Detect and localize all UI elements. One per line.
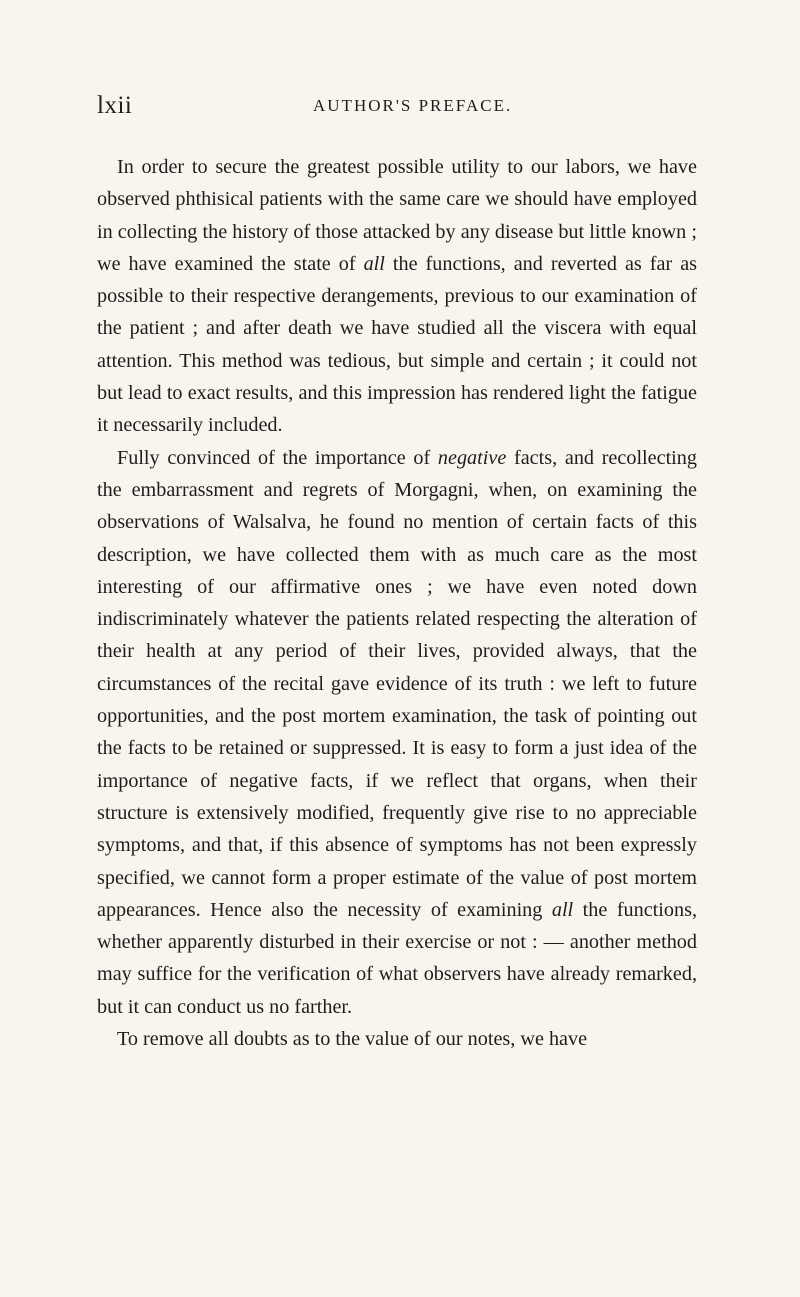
text-run: the functions, whether apparently disturbed in their exercise or not : — another method may suffice for the verification of what observers have already remarked, but it can conduct us no farther.: [97, 898, 697, 1018]
running-head: AUTHOR'S PREFACE.: [313, 96, 513, 115]
text-run: In order to secure the greatest possible utility to our labors, we have observed phthisical patients with the same care we should have employed in collecting the history of those attacked by any disease but little known ; we have examined the state of: [97, 156, 697, 275]
emphasis: all: [363, 252, 385, 275]
text-run: To remove all doubts as to the value of our notes, we have: [117, 1028, 588, 1051]
page-header: [97, 92, 697, 122]
text-run: the functions, and reverted as far as possible to their respective derangements, previous to our examination of the patient ; and after death we have studied all the viscera with equal attention. This method was tedious, but simple and certain ; it could not but lead to exact results, and this impression has rendered light the fatigue it necessarily included.: [97, 252, 698, 437]
paragraph: [97, 1023, 697, 1055]
text-run: Fully convinced of the importance of: [117, 446, 438, 469]
paragraph: [97, 442, 697, 1023]
page-number: lxii: [97, 92, 133, 119]
text-run: facts, and recollecting the embarrassment and regrets of Morgagni, when, on examining the observations of Walsalva, he found no mention of certain facts of this description, we have collected them with as much care as the most interesting of our affirmative ones ; we have even noted down indiscriminately whatever the patients related respecting the alteration of their health at any period of their lives, provided always, that the circumstances of the recital gave evidence of its truth : we left to future opportunities, and the post mortem examination, the task of pointing out the facts to be retained or suppressed. It is easy to form a just idea of the importance of negative facts, if we reflect that organs, when their structure is extensively modified, frequently give rise to no appreciable symptoms, and that, if this absence of symptoms has not been expressly specified, we cannot form a proper estimate of the value of post mortem appearances. Hence also the necessity of examining: [97, 446, 697, 921]
emphasis: all: [551, 898, 574, 921]
body-text: [97, 151, 697, 1055]
paragraph: [97, 151, 697, 442]
emphasis: negative: [437, 446, 507, 469]
